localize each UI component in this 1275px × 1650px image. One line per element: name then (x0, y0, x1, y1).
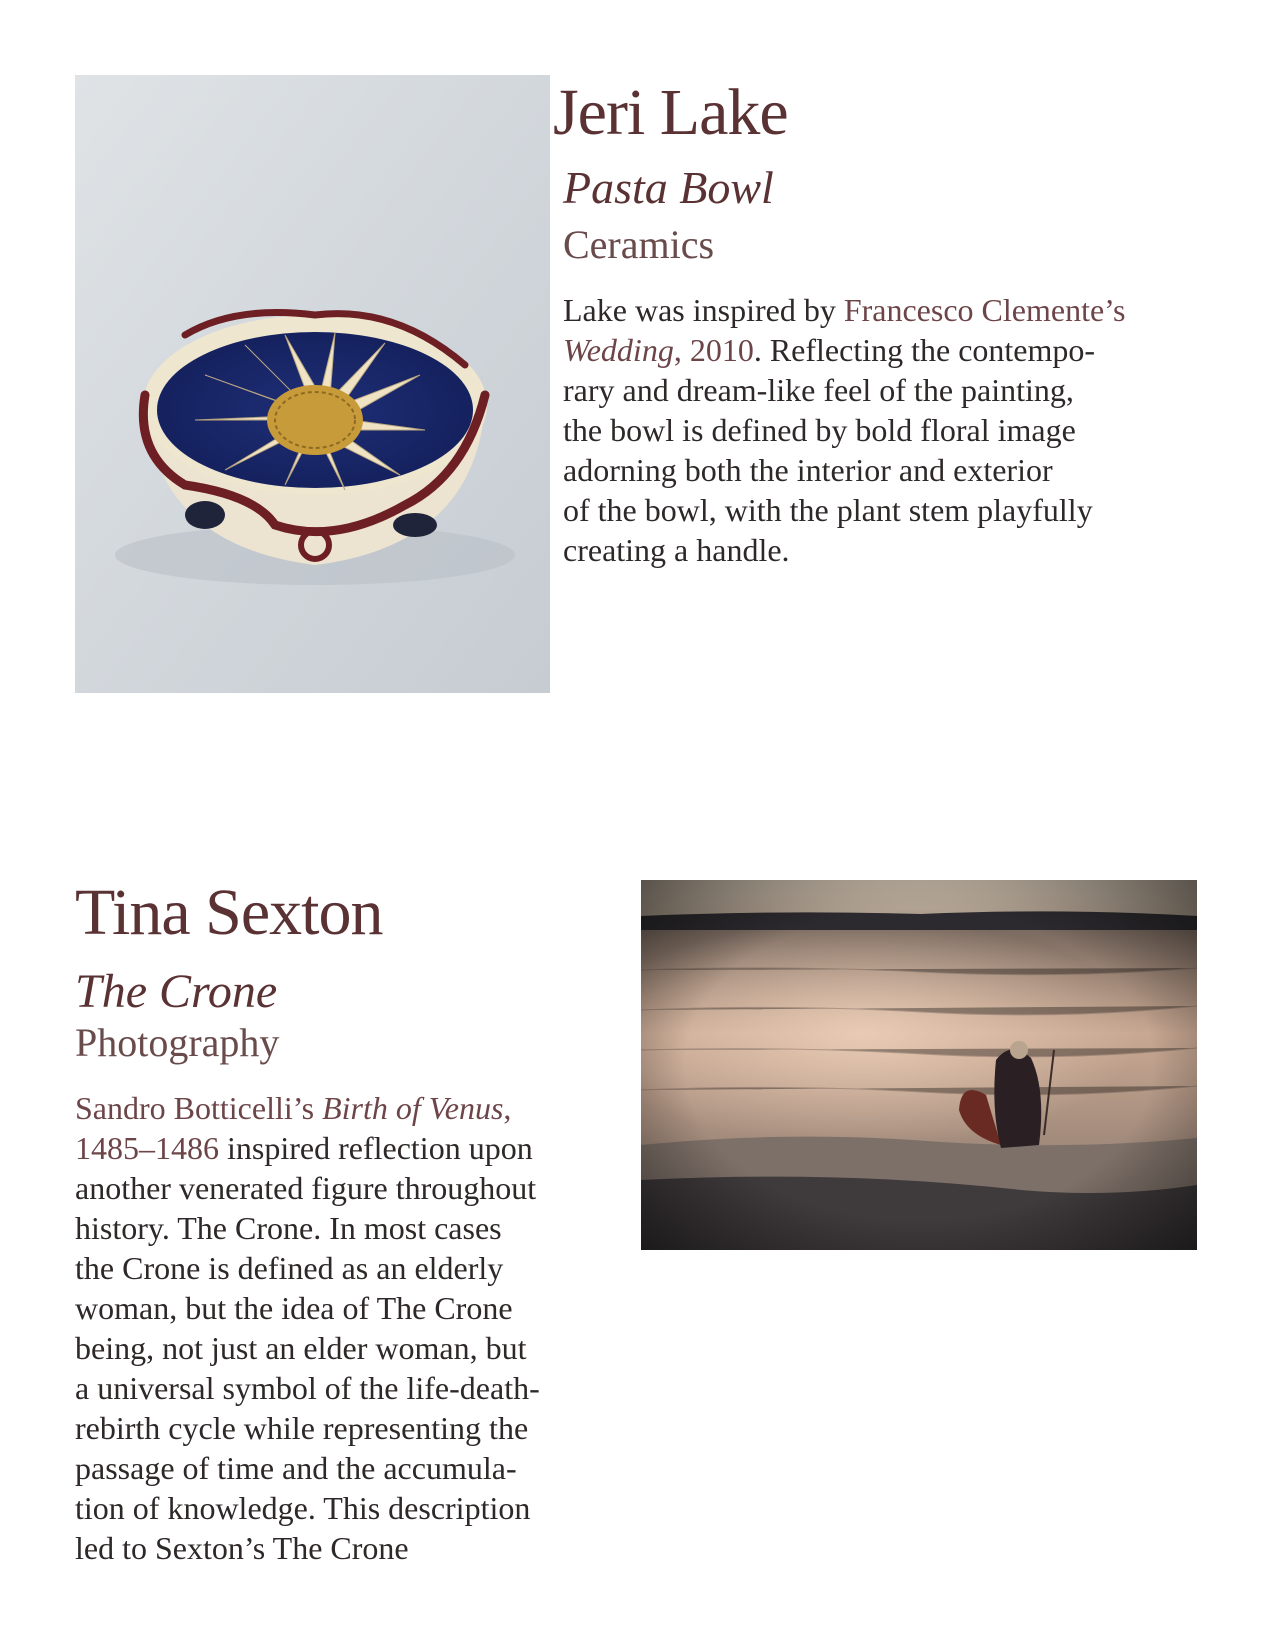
description-line: woman, but the idea of The Crone (75, 1290, 513, 1326)
artwork-medium: Ceramics (563, 222, 715, 267)
description-line: inspired reflection upon (219, 1130, 533, 1166)
reference-artist: Francesco Clemente’s (843, 292, 1126, 328)
description-line: another venerated figure throughout (75, 1170, 537, 1206)
description-lead: Lake was inspired by (563, 292, 844, 328)
artist-name: Tina Sexton (75, 876, 383, 949)
reference-artist: Sandro Botticelli’s (75, 1090, 323, 1126)
reference-year: , 2010 (673, 332, 754, 368)
description-line: creating a handle. (563, 532, 790, 568)
description-line: of the bowl, with the plant stem playfully (563, 492, 1093, 528)
description-line: history. The Crone. In most cases (75, 1210, 502, 1246)
description-line: rary and dream-like feel of the painting, (563, 372, 1074, 408)
description-line: passage of time and the accumula- (75, 1450, 517, 1486)
description-line: the bowl is defined by bold floral image (563, 412, 1076, 448)
description-line: rebirth cycle while representing the (75, 1410, 529, 1446)
description-line: being, not just an elder woman, but (75, 1330, 527, 1366)
artwork-medium: Photography (75, 1020, 280, 1065)
description-line: a universal symbol of the life-death- (75, 1370, 540, 1406)
reference-years: 1485–1486 (75, 1130, 219, 1166)
reference-work: Wedding (563, 332, 674, 368)
description-line: . Reflecting the contempo- (753, 332, 1096, 368)
reference-work: Birth of Venus (322, 1090, 504, 1126)
reference-comma: , (503, 1090, 512, 1126)
artwork-description (563, 290, 1223, 570)
artwork-title: The Crone (75, 965, 278, 1018)
the-crone-photo (641, 880, 1197, 1250)
description-line: adorning both the interior and exterior (563, 452, 1053, 488)
description-line: the Crone is defined as an elderly (75, 1250, 504, 1286)
artwork-title: Pasta Bowl (563, 162, 774, 213)
description-line: led to Sexton’s The Crone (75, 1530, 409, 1566)
pasta-bowl-photo (75, 75, 550, 693)
description-line: tion of knowledge. This description (75, 1490, 531, 1526)
artwork-description (75, 1088, 635, 1568)
artist-name: Jeri Lake (553, 76, 788, 149)
